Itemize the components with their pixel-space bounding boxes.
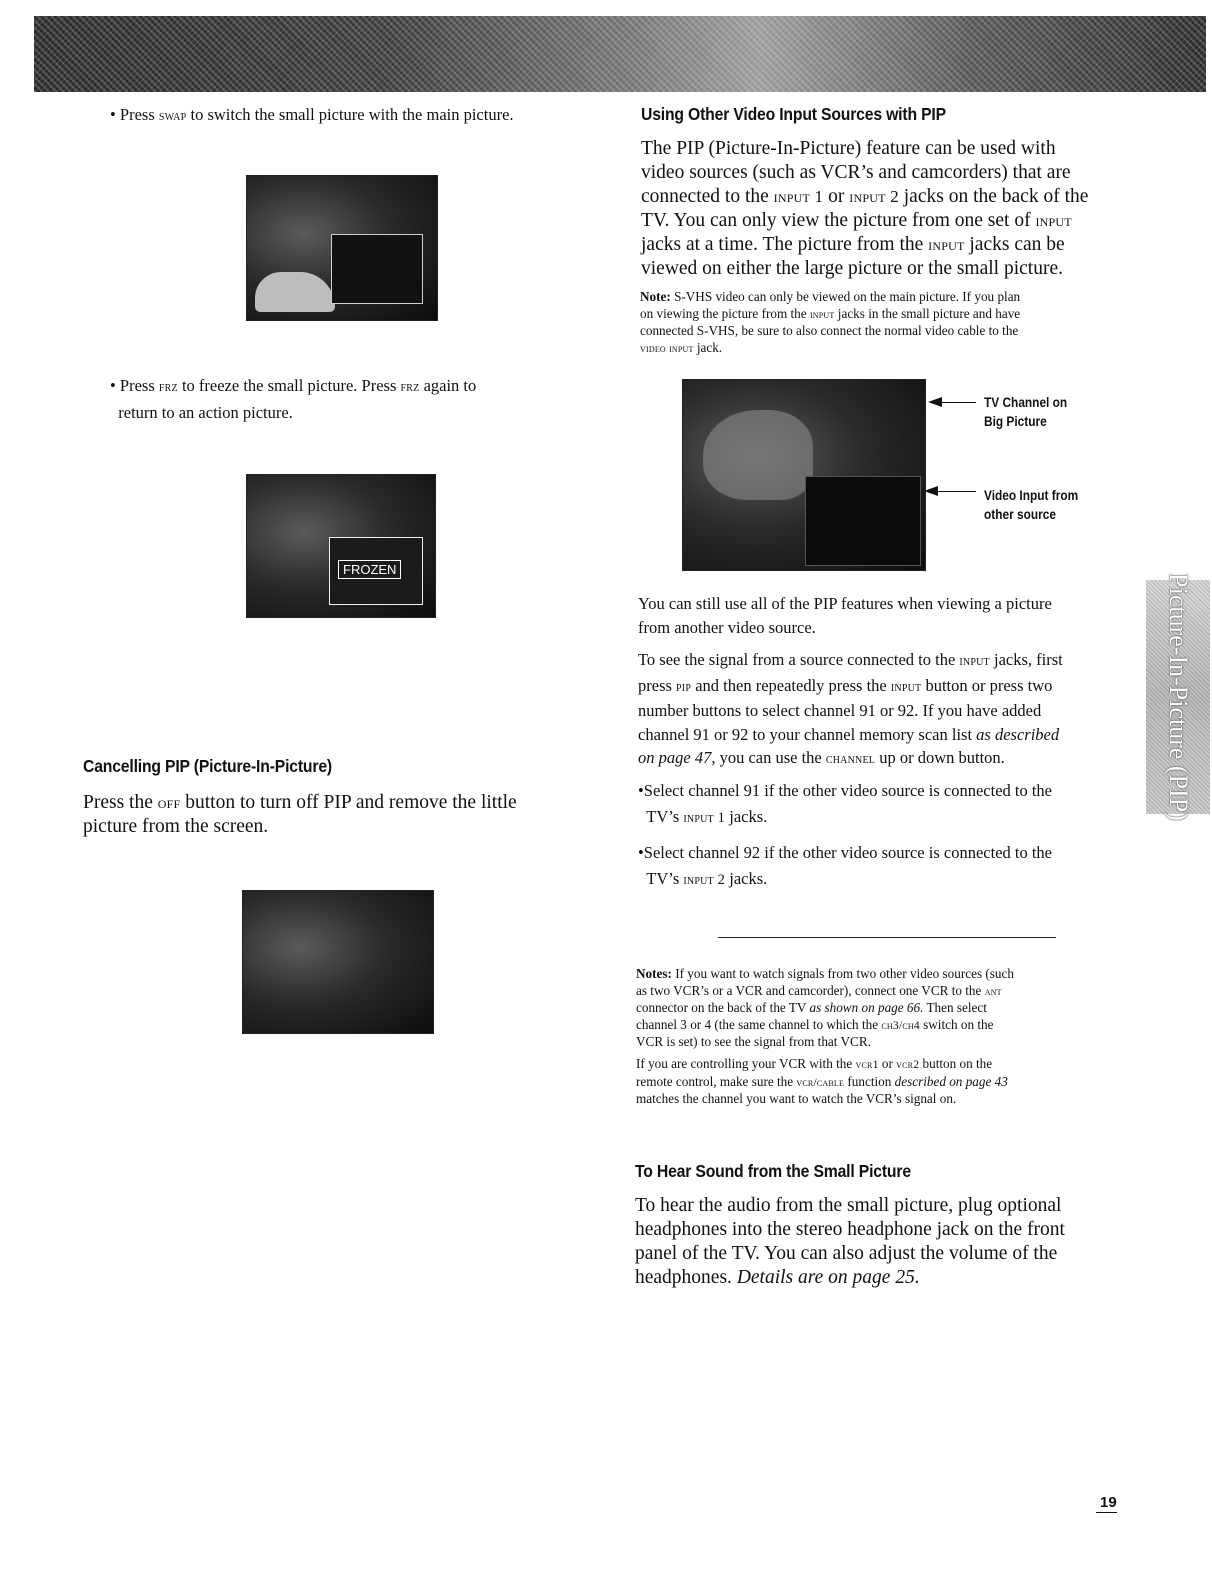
channel-92-bullet: •Select channel 92 if the other video source is connected to the TV’s input 2 jacks. <box>638 843 1053 888</box>
sound-heading: To Hear Sound from the Small Picture <box>635 1161 911 1181</box>
svhs-note: Note: S-VHS video can only be viewed on the main picture. If you plan on viewing the picture from the input jacks in the small picture and have connected S-VHS, be sure to also connect the normal video cable to the video input jack. <box>640 289 1021 355</box>
swap-illustration <box>246 175 438 321</box>
video-input-heading: Using Other Video Input Sources with PIP <box>641 104 946 124</box>
pip-window <box>805 476 921 566</box>
channel-91-bullet: •Select channel 91 if the other video source is connected to the TV’s input 1 jacks. <box>638 781 1053 826</box>
frozen-illustration <box>246 474 436 618</box>
cancel-text: Press the off button to turn off PIP and remove the little picture from the screen. <box>83 792 517 837</box>
tv-channel-callout: TV Channel on Big Picture <box>984 395 1068 429</box>
pip-features-text: You can still use all of the PIP features when viewing a picture from another video source. <box>638 594 1052 637</box>
video-input-intro: The PIP (Picture-In-Picture) feature can be used with video sources (such as VCR’s and camcorders) that are connected to the input 1 or input 2 jacks on the back of the TV. You can only view the picture from one set of input jacks at a time. The picture from the input jacks can be viewed on either the large picture or the small picture. <box>641 138 1089 279</box>
callout-line <box>940 402 976 403</box>
sound-text: To hear the audio from the small picture, plug optional headphones into the stereo headphone jack on the front panel of the TV. You can also adjust the volume of the headphones. Details are on page 25. <box>635 1195 1065 1288</box>
vcr-notes: Notes: If you want to watch signals from two other video sources (such as two VCR’s or a VCR and camcorder), connect one VCR to the ant connector on the back of the TV as shown on page 66. Then select channel 3 or 4 (the same channel to which the ch3/ch4 switch on the VCR is set) to see the signal from that VCR. If you are controlling your VCR with the vcr1 or vcr2 button on the remote control, make sure the vcr/cable function described on page 43 matches the channel you want to watch the VCR’s signal on. <box>636 966 1014 1107</box>
cancel-illustration <box>242 890 434 1034</box>
side-tab-label: Picture-In-Picture (PIP) <box>1164 573 1193 821</box>
page-number: 19 <box>1096 1494 1117 1513</box>
pip-diagram-photo <box>682 379 926 571</box>
video-input-callout: Video Input from other source <box>984 488 1079 522</box>
callout-line <box>936 491 976 492</box>
frz-instruction: • Press frz to freeze the small picture. Press frz again to return to an action picture. <box>110 376 477 422</box>
frozen-label: FROZEN <box>338 560 401 579</box>
cancel-heading: Cancelling PIP (Picture-In-Picture) <box>83 756 332 776</box>
swap-instruction: • Press swap to switch the small picture with the main picture. <box>110 105 514 124</box>
pip-window <box>331 234 423 304</box>
pip-window <box>329 537 423 605</box>
divider <box>718 937 1056 938</box>
select-channel-text: To see the signal from a source connected to the input jacks, first press pip and then repeatedly press the input button or press two number buttons to select channel 91 or 92. If you have added channel 91 or 92 to your channel memory scan list as described on page 47, you can use the channel up or down button. <box>638 650 1063 767</box>
header-band <box>34 16 1206 92</box>
section-side-tab <box>1146 573 1210 821</box>
